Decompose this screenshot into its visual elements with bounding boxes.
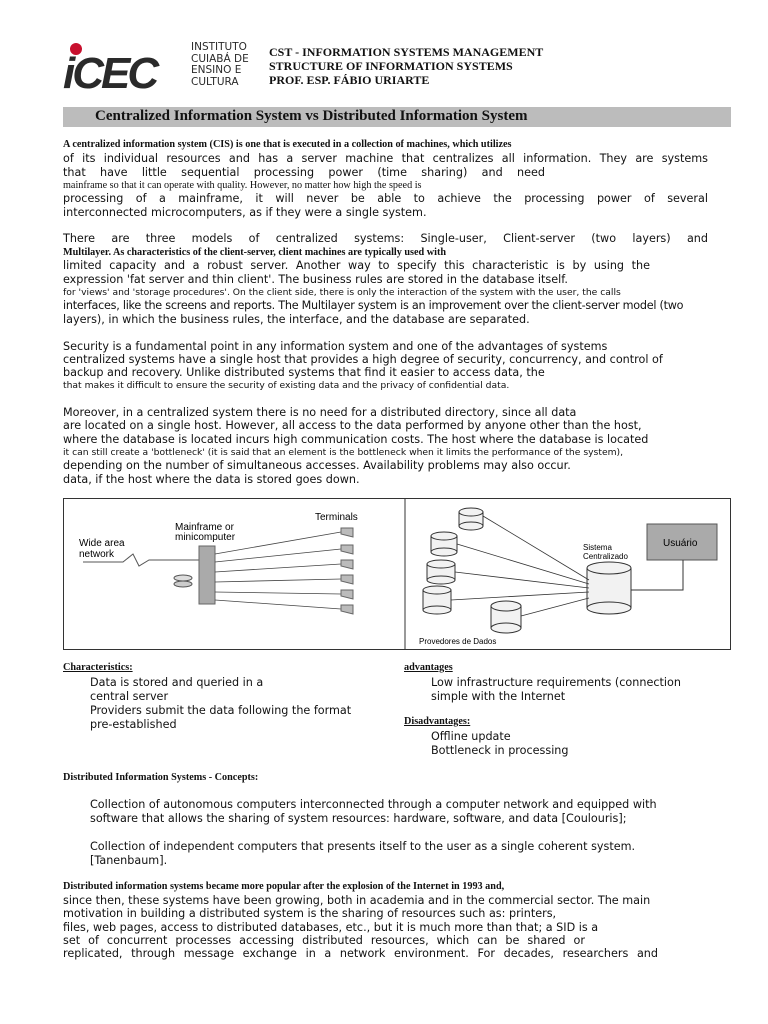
paragraph-line: that have little sequential processing power (time sharing) and need [63,166,545,179]
item-line: simple with the Internet [431,690,566,703]
advantages-heading: advantages [404,662,453,673]
paragraph-line: interfaces, like the screens and reports. The Multilayer system is an improvement over the client-server model (two [63,299,684,312]
concept-item [90,798,657,826]
advantage-item [431,676,681,704]
paragraph-line: processing of a mainframe, it will never be able to achieve the processing power of several [63,192,708,205]
paragraph-line: for 'views' and 'storage procedures'. On the client side, there is only the interaction of the system with the user, the calls [63,287,621,298]
paragraph-line: data, if the host where the data is stored goes down. [63,473,360,486]
paragraph-line: Distributed information systems became more popular after the explosion of the Internet in 1993 and, [63,881,505,892]
section-heading: Distributed Information Systems - Concepts: [63,772,259,783]
disadvantage-item: Offline update [431,730,511,743]
figure-svg [63,498,731,650]
logo-mark: iCEC [63,49,157,92]
course-line: CST - INFORMATION SYSTEMS MANAGEMENT [269,45,544,59]
logo-line: ENSINO E [191,64,242,76]
item-line: central server [90,690,169,703]
paragraph-line: There are three models of centralized systems: Single-user, Client-server (two layers) and [63,232,708,245]
providers-label: Provedores de Dados [419,637,497,646]
disadvantage-item: Bottleneck in processing [431,744,569,757]
paragraph-line: Security is a fundamental point in any information system and one of the advantages of systems [63,340,608,353]
mainframe-label: minicomputer [175,532,236,543]
paragraph-line: are located on a single host. However, all access to the data performed by anyone other than the host, [63,419,642,432]
paragraph-line: limited capacity and a robust server. Another way to specify this characteristic is by using the [63,259,650,272]
paragraph-line: layers), in which the business rules, the interface, and the database are separated. [63,313,530,326]
central-system-label: Sistema [583,543,612,552]
wan-label: Wide area [79,538,125,549]
disk-icon [174,575,192,581]
item-line: software that allows the sharing of system resources: hardware, software, and data [Coulouris]; [90,812,627,825]
paragraph-line: of its individual resources and has a server machine that centralizes all information. They are systems [63,152,708,165]
paragraph-line: set of concurrent processes accessing distributed resources, which can be shared or [63,934,585,947]
paragraph-line: interconnected microcomputers, as if they were a single system. [63,206,427,219]
mainframe-label: Mainframe or [175,522,234,533]
characteristic-item [90,676,263,704]
concept-item [90,840,635,868]
terminals-label: Terminals [315,512,358,523]
paragraph-line: A centralized information system (CIS) is one that is executed in a collection of machines, which utilizes [63,139,512,150]
item-line: Data is stored and queried in a [90,676,264,689]
paragraph-line: Moreover, in a centralized system there is no need for a distributed directory, since all data [63,406,577,419]
item-line: Collection of autonomous computers interconnected through a computer network and equipped with [90,798,657,811]
central-system-label: Centralizado [583,552,628,561]
paragraph-line: that makes it difficult to ensure the security of existing data and the privacy of confidential data. [63,380,510,391]
paragraph-line: mainframe so that it can operate with quality. However, no matter how high the speed is [63,180,422,191]
subject-line: STRUCTURE OF INFORMATION SYSTEMS [269,59,513,73]
paragraph-line: where the database is located incurs high communication costs. The host where the database is located [63,433,649,446]
logo-text [191,42,249,88]
wan-label: network [79,549,115,560]
characteristics-heading: Characteristics: [63,662,133,673]
mainframe-icon [199,546,215,604]
logo-line: CUIABÁ DE [191,52,249,65]
institution-logo [63,42,253,92]
professor-line: PROF. ESP. FÁBIO URIARTE [269,73,430,87]
paragraph-line: expression 'fat server and thin client'. The business rules are stored in the database itself. [63,273,568,286]
item-line: pre-established [90,718,177,731]
paragraph-line: depending on the number of simultaneous accesses. Availability problems may also occur. [63,459,571,472]
paragraph-line: motivation in building a distributed system is the sharing of resources such as: printers, [63,907,557,920]
characteristic-item [90,704,351,732]
user-label: Usuário [663,538,698,549]
paragraph-line: replicated, through message exchange in a network environment. For decades, researchers and [63,947,658,960]
disadvantages-heading: Disadvantages: [404,716,471,727]
paragraph-line: backup and recovery. Unlike distributed systems that find it easier to access data, the [63,366,545,379]
item-line: Low infrastructure requirements (connection [431,676,681,689]
title-bar [63,107,731,127]
course-header [269,45,543,87]
paragraph-line: centralized systems have a single host that provides a high degree of security, concurrency, and control of [63,353,663,366]
paragraph-line: files, web pages, access to distributed databases, etc., but it is much more than that; a SID is a [63,921,599,934]
paragraph-line: it can still create a 'bottleneck' (it is said that an element is the bottleneck when it limits the performance of the system), [63,447,624,458]
paragraph-line: Multilayer. As characteristics of the client-server, client machines are typically used with [63,247,446,258]
logo-line: CULTURA [191,75,239,88]
paragraph-line: since then, these systems have been growing, both in academia and in the commercial sector. The main [63,894,651,907]
architecture-figure [63,498,731,650]
item-line: [Tanenbaum]. [90,854,168,867]
page-title: Centralized Information System vs Distributed Information System [95,108,528,124]
item-line: Providers submit the data following the format [90,704,352,717]
logo-line: INSTITUTO [191,41,247,53]
disk-icon [174,581,192,587]
item-line: Collection of independent computers that presents itself to the user as a single coherent system. [90,840,636,853]
